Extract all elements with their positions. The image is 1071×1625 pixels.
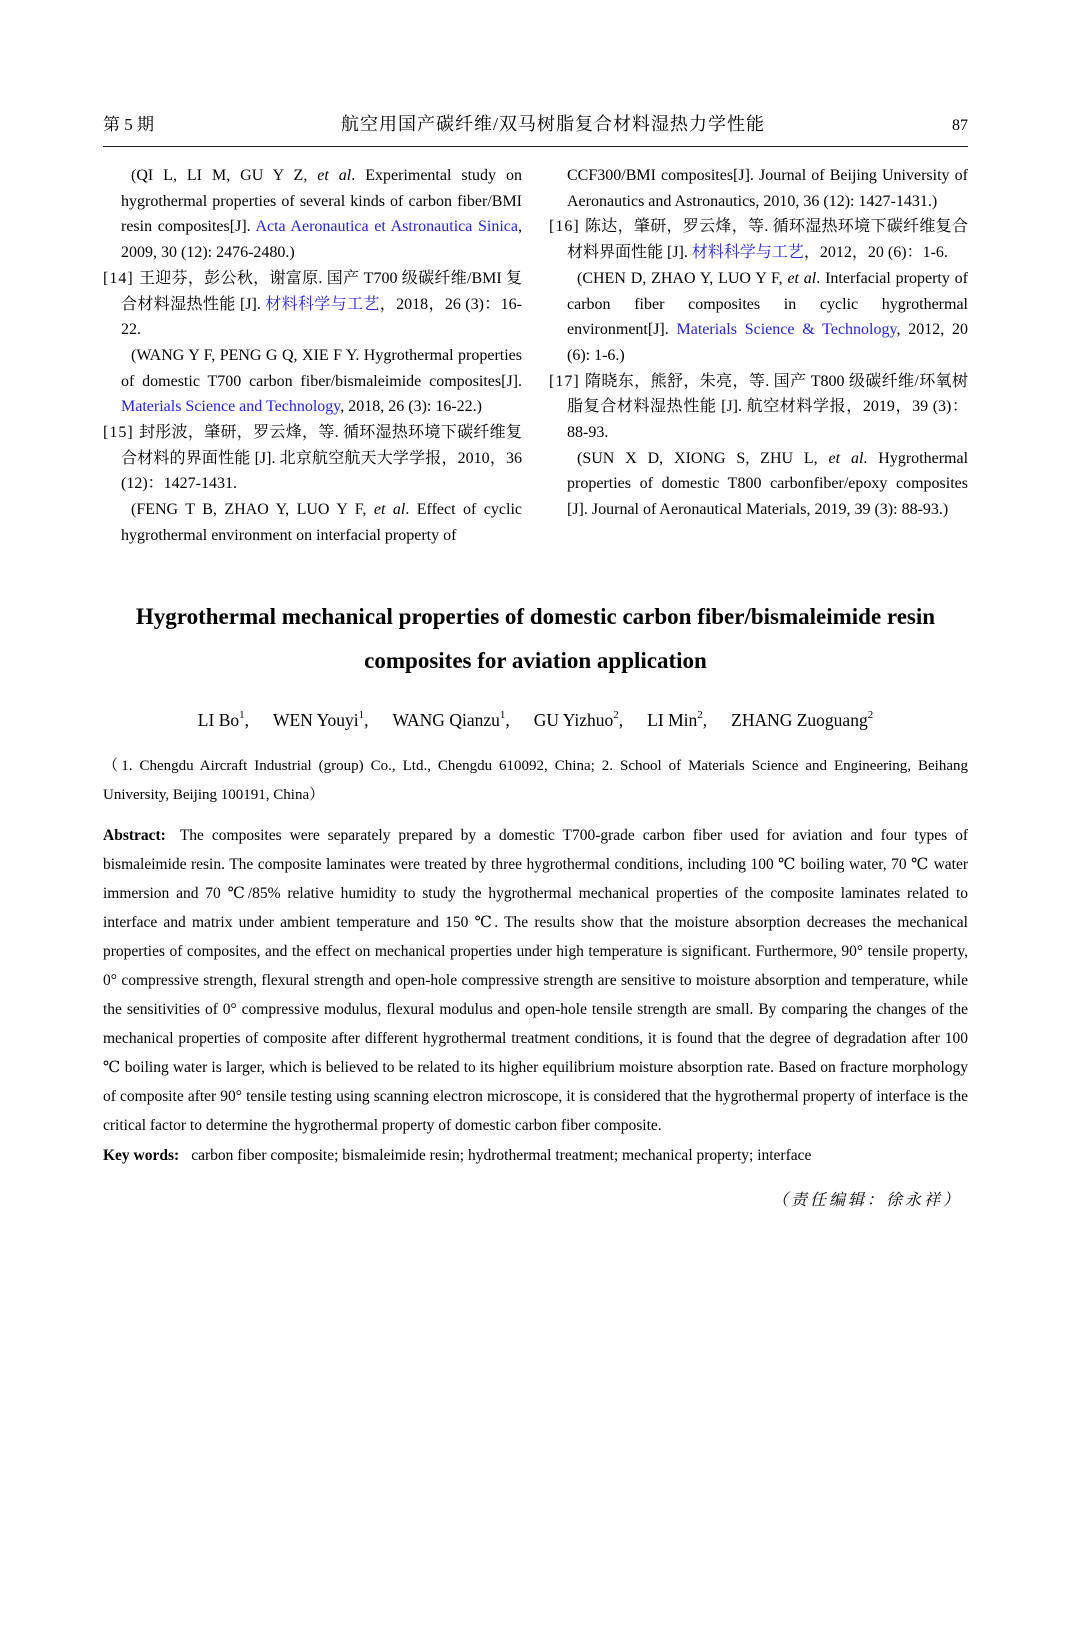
reference-text: . Interfacial property of carbon fiber composites in cyclic hygrothermal environment[J]. xyxy=(567,269,969,339)
author: WEN Youyi$^1$ xyxy=(273,708,365,730)
page-number: 87 xyxy=(952,117,968,134)
journal-link[interactable]: Acta Aeronautica et Astronautica Sinica xyxy=(255,218,519,236)
editor-note: （责任编辑：徐永祥） xyxy=(771,1191,962,1209)
reference-number: [14] xyxy=(103,269,139,287)
author-separator: , xyxy=(618,709,624,730)
author: LI Bo$^1$ xyxy=(197,708,245,730)
reference-text: (CHEN D, ZHAO Y, LUO Y F, xyxy=(577,269,788,287)
reference-entry xyxy=(103,163,522,266)
reference-text: et al xyxy=(373,501,406,519)
reference-text: et al xyxy=(828,449,864,467)
reference-number: [16] xyxy=(549,218,585,236)
reference-number: [15] xyxy=(103,424,139,442)
author-separator: , xyxy=(244,709,249,730)
journal-link[interactable]: 材料科学与工艺 xyxy=(265,295,380,313)
references-left-column xyxy=(103,163,522,549)
author-affiliation-superscript: 2 xyxy=(867,708,874,721)
abstract-label: Abstract: xyxy=(103,826,166,844)
reference-text: et al xyxy=(787,269,817,287)
abstract-paragraph xyxy=(103,821,968,1140)
page-header xyxy=(103,110,968,147)
reference-text: , 2009, 30 (12): 2476-2480.) xyxy=(121,218,523,262)
author-affiliation-superscript: 2 xyxy=(613,708,619,721)
reference-text: , 2012, 20 (6): 1-6.) xyxy=(567,321,969,364)
keywords-text: carbon fiber composite; bismaleimide resin; hydrothermal treatment; mechanical property; interface xyxy=(191,1146,812,1164)
reference-text: 隋晓东，熊舒，朱亮，等. 国产 T800 级碳纤维/环氧树脂复合材料湿热性能 [J]. 航空材料学报，2019，39 (3)：88-93. xyxy=(567,372,968,442)
reference-text: ，2012，20 (6)：1-6. xyxy=(803,244,948,262)
reference-entry xyxy=(103,420,522,497)
issue-label: 第 5 期 xyxy=(103,115,154,134)
reference-entry xyxy=(103,266,522,343)
article-title-line-1: Hygrothermal mechanical properties of domestic carbon fiber/bismaleimide resin xyxy=(135,603,936,629)
author-affiliation-superscript: 2 xyxy=(697,708,703,721)
reference-text: (WANG Y F, PENG G Q, XIE F Y. Hygrothermal properties of domestic T700 carbon fiber/bismaleimide composites[J]. xyxy=(121,346,522,390)
reference-entry xyxy=(549,369,968,446)
references-right-column xyxy=(549,163,968,549)
article-title xyxy=(103,595,968,683)
author-separator: , xyxy=(505,709,510,730)
author-separator: , xyxy=(364,709,369,730)
reference-number: [17] xyxy=(549,372,586,390)
reference-text: 封彤波，肇研，罗云烽，等. 循环湿热环境下碳纤维复合材料的界面性能 [J]. 北京航空航天大学学报，2010，36 (12)：1427-1431. xyxy=(121,424,522,493)
abstract-text: The composites were separately prepared by a domestic T700-grade carbon fiber used for aviation and four types of bismaleimide resin. The composite laminates were treated by three hygrothermal conditions, including 100 ℃ boiling water, 70 ℃ water immersion and 70 ℃/85% relative humidity to study the hygrothermal mechanical properties of the composite laminates related to interface and matrix under ambient temperature and 150 ℃. The results show that the moisture absorption decreases the mechanical properties of composites, and the effect on mechanical properties under high temperature is significant. Furthermore, 90° tensile property, 0° compressive strength, flexural strength and open-hole compressive strength are sensitive to moisture absorption and temperature, while the sensitivities of 0° compressive modulus, flexural modulus and open-hole tensile strength are small. By comparing the changes of the mechanical properties of composite after different hygrothermal treatment conditions, it is found that the degree of degradation after 100 ℃ boiling water is larger, which is believed to be related to its higher equilibrium moisture absorption rate. Based on fracture morphology of composite after 90° tensile testing using scanning electron microscope, it is considered that the hygrothermal property of interface is the critical factor to determine the hygrothermal property of domestic carbon fiber composite. xyxy=(103,826,968,1134)
reference-text: (QI L, LI M, GU Y Z, xyxy=(131,167,318,184)
author-separator: , xyxy=(702,709,708,730)
author-affiliation-superscript: 1 xyxy=(358,708,365,721)
reference-text: 王迎芬，彭公秋，谢富原. 国产 T700 级碳纤维/BMI 复合材料湿热性能 [J]. xyxy=(121,269,523,313)
reference-list xyxy=(103,163,968,549)
running-title: 航空用国产碳纤维/双马树脂复合材料湿热力学性能 xyxy=(341,114,765,134)
affiliation: （1. Chengdu Aircraft Industrial (group) Co., Ltd., Chengdu 610092, China; 2. School of Materials Science and Engineering, Beihang University, Beijing 100191, China） xyxy=(103,757,968,803)
reference-text: . Hygrothermal properties of domestic T800 carbonfiber/epoxy composites [J]. Journal of Aeronautical Materials, 2019, 39 (3): 88-93.) xyxy=(567,449,969,519)
keywords-paragraph xyxy=(103,1141,968,1170)
article-title-line-2: composites for aviation application xyxy=(364,647,707,673)
author: GU Yizhuo$^2$ xyxy=(533,708,619,730)
author: LI Min$^2$ xyxy=(647,708,703,730)
author-list xyxy=(103,710,968,731)
reference-text: (FENG T B, ZHAO Y, LUO Y F, xyxy=(131,501,374,519)
reference-text: CCF300/BMI composites[J]. Journal of Beijing University of Aeronautics and Astronautics, 2010, 36 (12): 1427-1431.) xyxy=(567,167,968,210)
reference-text: , 2018, 26 (3): 16-22.) xyxy=(340,398,483,416)
reference-entry xyxy=(549,266,968,369)
reference-text: ，2018，26 (3)：16-22. xyxy=(121,295,522,339)
journal-link[interactable]: Materials Science and Technology xyxy=(121,398,341,416)
reference-entry xyxy=(103,343,522,420)
author: WANG Qianzu$^1$ xyxy=(392,708,506,730)
author: ZHANG Zuoguang$^2$ xyxy=(731,708,874,730)
journal-link[interactable]: 材料科学与工艺 xyxy=(691,244,804,262)
author-affiliation-superscript: 1 xyxy=(239,708,245,721)
reference-text: (SUN X D, XIONG S, ZHU L, xyxy=(577,449,829,467)
reference-text: 陈达，肇研，罗云烽，等. 循环湿热环境下碳纤维复合材料界面性能 [J]. xyxy=(567,218,968,262)
reference-entry xyxy=(549,163,968,214)
reference-entry xyxy=(103,497,522,548)
reference-text: et al xyxy=(317,167,352,184)
keywords-label: Key words: xyxy=(103,1146,180,1164)
reference-text: . Effect of cyclic hygrothermal environment on interfacial property of xyxy=(121,501,523,544)
reference-entry xyxy=(549,214,968,265)
reference-text: . Experimental study on hygrothermal properties of several kinds of carbon fiber/BMI resin composites[J]. xyxy=(121,167,523,236)
author-affiliation-superscript: 1 xyxy=(499,708,506,721)
journal-link[interactable]: Materials Science & Technology xyxy=(676,321,897,339)
page-content xyxy=(103,110,968,1210)
reference-entry xyxy=(549,446,968,523)
